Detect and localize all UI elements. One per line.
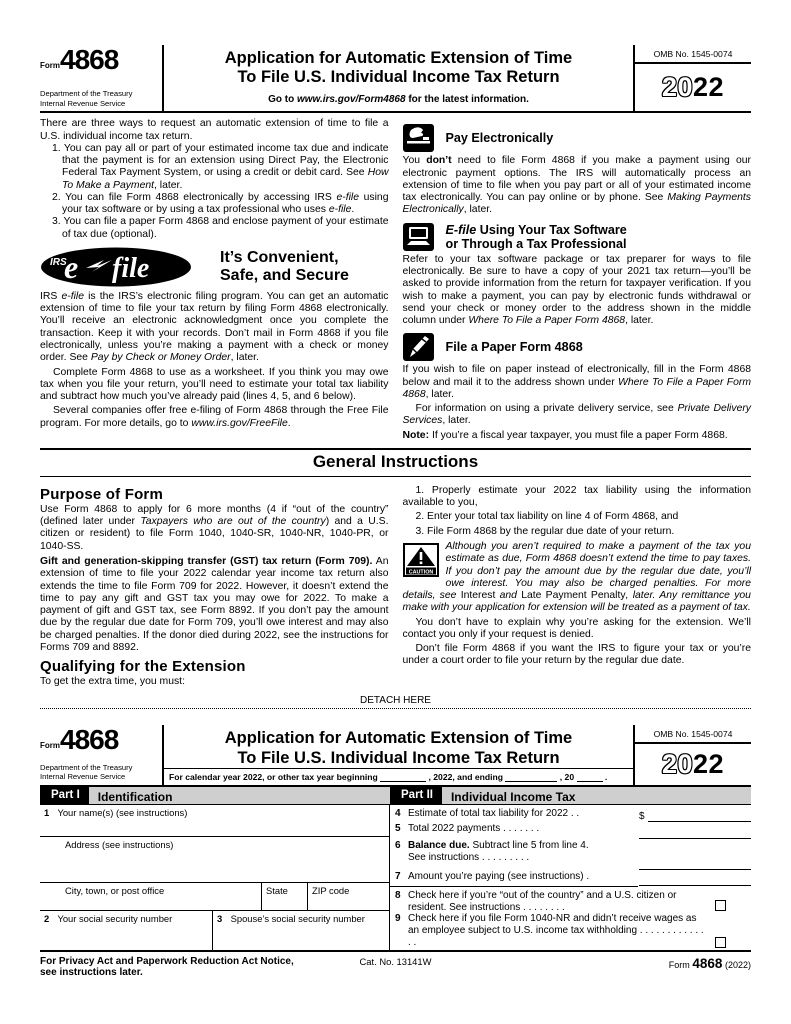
line9-label: Check here if you file Form 1040-NR and didn’t receive wages as an employee subject to U.S. income tax withholding . . . . . . . . . . . . . . bbox=[408, 912, 704, 948]
line8-label: Check here if you’re “out of the country” and a U.S. citizen or resident. See instructions . . . . . . . . bbox=[408, 889, 677, 913]
step-1: 1. Properly estimate your 2022 tax liability using the information available to you, bbox=[402, 484, 751, 509]
line7-label: Amount you’re paying (see instructions) . bbox=[408, 870, 590, 882]
line5-row: 5 Total 2022 payments . . . . . . . bbox=[395, 823, 751, 840]
form-footer-id: Form 4868 (2022) bbox=[668, 955, 751, 971]
part2-body bbox=[390, 805, 751, 950]
form2-dept-irs: Internal Revenue Service bbox=[40, 772, 126, 782]
step-3: 3. File Form 4868 by the regular due date of your return. bbox=[415, 525, 675, 537]
purpose-heading: Purpose of Form bbox=[40, 485, 164, 503]
dept-treasury: Department of the Treasury bbox=[40, 89, 133, 99]
city-field[interactable] bbox=[40, 883, 261, 910]
form2-tax-year: 20 22 bbox=[661, 749, 725, 780]
city-state-zip-row bbox=[40, 883, 389, 911]
paper-para-2: For information on using a private delivery service, see Private Delivery Services, later. bbox=[402, 403, 751, 427]
name-field[interactable]: 1 Your name(s) (see instructions) bbox=[40, 805, 389, 837]
efile-heading-line1: It’s Convenient, bbox=[220, 248, 339, 266]
form2-title-line1: Application for Automatic Extension of Time bbox=[224, 729, 573, 748]
efile-software-heading-line1: E-file Using Your Tax Software bbox=[445, 222, 627, 237]
efile-software-para: Refer to your tax software package or tax preparer for ways to file electronically. Be sure to have a copy of your 2021 tax return—you’ll be asked to provide information from the return for taxpayer verification. If you wish to make a payment, you can pay by electronic funds withdrawal or send your check or money order to the address shown in the middle column under Where To File a Paper Form 4868, later. bbox=[402, 253, 751, 327]
tax-year-ending-year-blank[interactable] bbox=[577, 772, 603, 782]
address-label: Address (see instructions) bbox=[65, 838, 174, 850]
efile-para-1: IRS e-file is the IRS’s electronic filing program. You can get an automatic extension of time to file your tax return by filing Form 4868 electronically. You’ll receive an electronic acknowledgment once you complete the transaction. Keep it with your records. Don’t mail in Form 4868 if you file electronically, unless you’re making a payment with a check or money order. See Pay by Check or Money Order, later. bbox=[40, 290, 389, 364]
paper-note: Note: If you’re a fiscal year taxpayer, you must file a paper Form 4868. bbox=[402, 429, 728, 441]
omb-number: OMB No. 1545-0074 bbox=[635, 45, 751, 64]
form2-dept-treasury: Department of the Treasury bbox=[40, 762, 133, 772]
tax-year-beginning-blank[interactable] bbox=[380, 772, 426, 782]
dept-irs: Internal Revenue Service bbox=[40, 98, 126, 108]
zip-label: ZIP code bbox=[312, 884, 350, 896]
detach-here-label: DETACH HERE bbox=[360, 695, 431, 707]
spouse-ssn-field[interactable]: 3 Spouse’s social security number bbox=[212, 911, 389, 950]
top-form-header bbox=[40, 45, 751, 113]
form2-title-block bbox=[164, 725, 633, 784]
form2-title-line2: To File U.S. Individual Income Tax Return bbox=[237, 748, 560, 767]
omb-year-block bbox=[633, 45, 751, 111]
svg-text:file: file bbox=[112, 252, 150, 284]
pay-heading: Pay Electronically bbox=[445, 131, 554, 146]
privacy-act-notice: For Privacy Act and Paperwork Reduction Act Notice, see instructions later. bbox=[40, 955, 294, 978]
line4-row: 4 Estimate of total tax liability for 2022 . . $ bbox=[395, 805, 751, 823]
line4-amount-field[interactable] bbox=[648, 810, 751, 822]
qualifying-intro: To get the extra time, you must: bbox=[40, 676, 185, 688]
line6-amount-field[interactable] bbox=[639, 858, 751, 870]
intro-lead: There are three ways to request an automatic extension of time to file a U.S. individual income tax return. bbox=[40, 118, 389, 142]
efile-heading-line2: Safe, and Secure bbox=[220, 266, 349, 284]
explain-para: You don’t have to explain why you’re asking for the extension. We’ll contact you only if your request is denied. bbox=[402, 616, 751, 640]
line6-label-line2: See instructions . . . . . . . . . bbox=[408, 851, 530, 863]
ssn-field[interactable]: 2 Your social security number bbox=[44, 912, 173, 924]
city-label: City, town, or post office bbox=[65, 884, 165, 896]
efile-software-heading-line2: or Through a Tax Professional bbox=[445, 236, 627, 251]
line4-label: Estimate of total tax liability for 2022 . . bbox=[408, 807, 580, 819]
ssn-label: Your social security number bbox=[57, 912, 173, 924]
svg-text:CAUTION: CAUTION bbox=[408, 569, 433, 576]
form-number-block bbox=[40, 45, 164, 111]
pencil-icon bbox=[403, 333, 434, 361]
intro-item-1: 1. You can pay all or part of your estimated income tax due and indicate that the payment is for an extension using Direct Pay, the Electronic Federal Tax Payment System, or using a credit or debit card. See How To Make a Payment, later. bbox=[52, 142, 389, 191]
line9-row: 9 Check here if you file Form 1040-NR and didn’t receive wages as an employee subject to U.S. income tax withholding . . . . . . . . . . . . . . bbox=[395, 913, 751, 950]
address-field[interactable] bbox=[40, 837, 389, 883]
form2-number-block bbox=[40, 725, 164, 784]
caution-para: Although you aren’t required to make a payment of the tax you estimate as due, Form 4868 doesn’t extend the time to pay taxes. If you don’t pay the amount due by the regular due date, you’ll owe interest. You may also be charged penalties. For more details, see Interest and Late Payment Penalty, later. Any remittance you make with your application for extension will be treated as a payment of tax. bbox=[402, 541, 751, 614]
instructions-right-column bbox=[403, 118, 752, 442]
ssn-row bbox=[40, 911, 389, 950]
line5-label: Total 2022 payments . . . . . . . bbox=[408, 822, 540, 834]
general-left-column bbox=[40, 482, 389, 688]
gift-gst-para: Gift and generation-skipping transfer (GST) tax return (Form 709). An extension of time to file your 2022 calendar year income tax return also extends the time to file Form 709 for 2022. However, it doesn’t extend the time to pay any gift and GST tax you may owe for 2022. To make a payment of gift and GST tax, see Form 8892. If you don’t pay the amount due by the regular due date for Form 709, you’ll owe interest and may also be charged penalties. If the donor died during 2022, see the instructions for Forms 709 and 8892. bbox=[40, 556, 389, 653]
computer-icon bbox=[403, 223, 434, 251]
state-label: State bbox=[266, 884, 288, 896]
form-word: Form bbox=[40, 60, 60, 70]
pay-electronically-icon bbox=[403, 124, 434, 152]
svg-text:IRS: IRS bbox=[50, 256, 67, 268]
caution-icon bbox=[403, 543, 439, 577]
form2-number: 4868 bbox=[60, 724, 119, 756]
part1-title: Identification bbox=[97, 789, 173, 804]
efile-para-2: Complete Form 4868 to use as a worksheet. If you think you may owe tax when you file your return, you’ll need to estimate your total tax liability and subtract how much you’ve already paid (lines 4, 5, and 6 below). bbox=[40, 366, 389, 403]
purpose-para: Use Form 4868 to apply for 6 more months (4 if “out of the country” (defined later under Taxpayers who are out of the country) and a U.S. citizen or resident) to file Form 1040, 1040-SR, 1040-NR, 1040-PR, or 1040-SS. bbox=[40, 503, 389, 552]
out-of-country-checkbox[interactable] bbox=[715, 900, 726, 911]
line6-row: 6 Balance due. Subtract line 5 from line 4. See instructions . . . . . . . . . bbox=[395, 840, 751, 871]
line8-row: 8 Check here if you’re “out of the country” and a U.S. citizen or resident. See instructions . . . . . . . . bbox=[395, 887, 751, 913]
line7-row: 7 Amount you’re paying (see instructions) . bbox=[395, 871, 751, 887]
line5-amount-field[interactable] bbox=[639, 827, 751, 839]
form-title-line1: Application for Automatic Extension of Time bbox=[224, 49, 573, 67]
instructions-left-column bbox=[40, 118, 389, 442]
page-footer bbox=[40, 952, 751, 978]
intro-item-2: 2. You can file Form 4868 electronically by accessing IRS e-file using your tax software or by using a tax professional who uses e-file. bbox=[52, 191, 389, 216]
pay-para: You don’t need to file Form 4868 if you make a payment using our electronic payment options. The IRS will automatically process an extension of time to file when you pay part or all of your estimated income tax electronically. You can pay online or by phone. See Making Payments Electronically, later. bbox=[402, 155, 751, 216]
tax-year: 20 22 bbox=[661, 72, 725, 103]
calendar-year-row: For calendar year 2022, or other tax year beginning , 2022, and ending , 20 . bbox=[164, 768, 633, 785]
dollar-sign: $ bbox=[639, 810, 645, 822]
part2-tag: Part II bbox=[390, 787, 442, 804]
dont-file-para: Don’t file Form 4868 if you want the IRS to figure your tax or you’re under a court order to file your return by the regular due date. bbox=[402, 643, 751, 667]
line6-label: Balance due. Subtract line 5 from line 4. See instructions . . . . . . . . . bbox=[408, 839, 589, 863]
part2-header bbox=[390, 787, 751, 805]
part1-header bbox=[40, 787, 390, 805]
form2-omb-year-block bbox=[633, 725, 751, 784]
paper-para-1: If you wish to file on paper instead of electronically, fill in the Form 4868 below and mail it to the address shown under Where To File a Paper Form 4868, later. bbox=[402, 364, 751, 400]
intro-item-3: 3. You can file a paper Form 4868 and enclose payment of your estimate of tax due (optional). bbox=[52, 216, 389, 240]
form-1040nr-checkbox[interactable] bbox=[715, 937, 726, 948]
zip-field[interactable] bbox=[307, 883, 389, 910]
name-label: Your name(s) (see instructions) bbox=[57, 806, 188, 818]
efile-para-3: Several companies offer free e-filing of Form 4868 through the Free File program. For more details, go to www.irs.gov/FreeFile. bbox=[40, 405, 389, 429]
part1-tag: Part I bbox=[40, 787, 89, 804]
qualifying-heading: Qualifying for the Extension bbox=[40, 658, 246, 676]
part2-title: Individual Income Tax bbox=[450, 789, 576, 804]
form-number: 4868 bbox=[60, 44, 119, 75]
form-title-line2: To File U.S. Individual Income Tax Return bbox=[237, 68, 560, 87]
tear-off-form bbox=[40, 725, 751, 951]
tax-year-ending-blank[interactable] bbox=[505, 772, 557, 782]
form-subtitle: Go to www.irs.gov/Form4868 for the latest information. bbox=[268, 94, 529, 106]
detach-dotted-line bbox=[40, 706, 751, 709]
state-field[interactable] bbox=[261, 883, 307, 910]
form2-word: Form bbox=[40, 741, 60, 750]
catalog-number: Cat. No. 13141W bbox=[359, 955, 432, 967]
spouse-ssn-label: Spouse’s social security number bbox=[230, 912, 365, 924]
step-2: 2. Enter your total tax liability on line 4 of Form 4868, and bbox=[415, 511, 679, 523]
form-title-block bbox=[164, 45, 633, 111]
form2-omb-number: OMB No. 1545-0074 bbox=[635, 725, 751, 744]
general-right-column bbox=[403, 482, 752, 688]
part1-body bbox=[40, 805, 390, 950]
irs-efile-logo bbox=[40, 247, 192, 287]
paper-heading: File a Paper Form 4868 bbox=[445, 340, 583, 355]
svg-text:e: e bbox=[64, 248, 79, 285]
line7-amount-field[interactable] bbox=[639, 874, 751, 886]
general-instructions-banner: General Instructions bbox=[40, 448, 751, 477]
